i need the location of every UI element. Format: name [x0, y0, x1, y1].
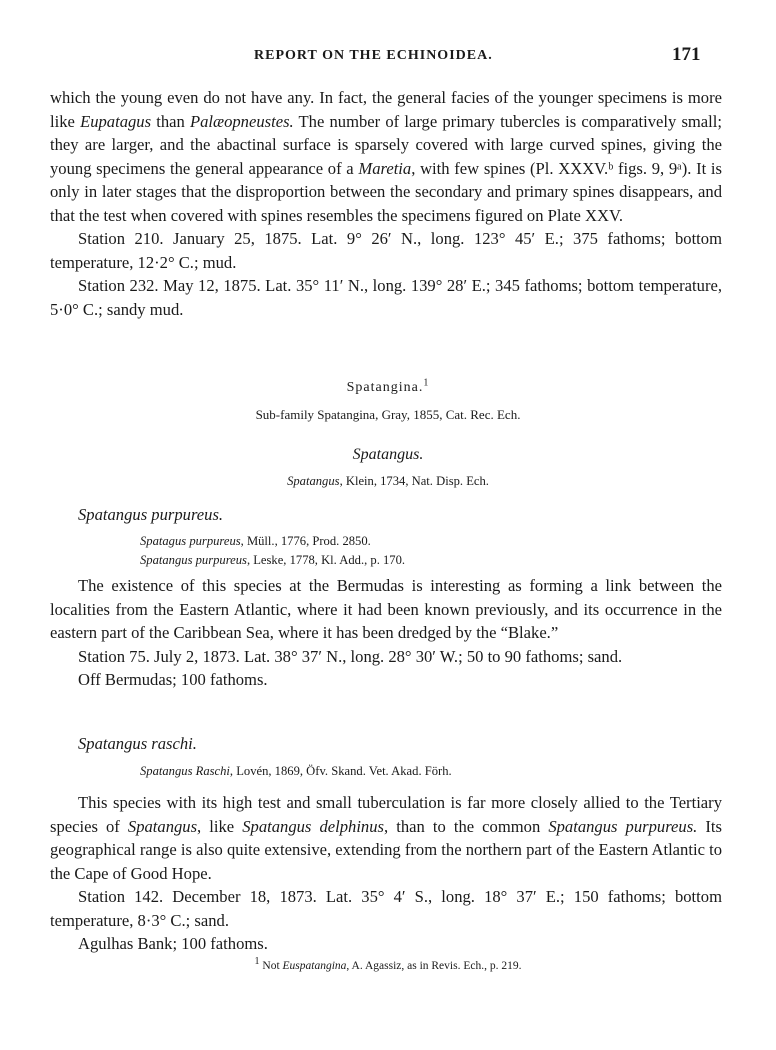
synonym-name: Spatangus purpureus: [140, 553, 247, 567]
intro-section: [50, 86, 722, 321]
page-header: [0, 44, 776, 68]
italic-term: Maretia: [358, 158, 412, 178]
raschi-section: [50, 791, 722, 956]
italic-term: Palæopneustes.: [189, 111, 294, 131]
synonym-entry: [140, 532, 405, 551]
genus-reference-rest: , Klein, 1734, Nat. Disp. Ech.: [339, 474, 489, 488]
station-210: Station 210. January 25, 1875. Lat. 9° 26′ N., long. 123° 45′ E.; 375 fathoms; bottom temperature, 12·2° C.; mud.: [50, 229, 722, 272]
synonym-citation: , Müll., 1776, Prod. 2850.: [240, 534, 371, 548]
genus-heading: Spatangus.: [352, 446, 424, 463]
station-232: Station 232. May 12, 1875. Lat. 35° 11′ N., long. 139° 28′ E.; 345 fathoms; bottom temperature, 5·0° C.; sandy mud.: [50, 276, 722, 319]
italic-term: Eupatagus: [80, 111, 152, 131]
species-heading: Spatangus purpureus.: [78, 505, 224, 524]
locality-agulhas: Agulhas Bank; 100 fathoms.: [78, 934, 268, 953]
synonym-entry: [140, 762, 452, 781]
station-142: Station 142. December 18, 1873. Lat. 35° 4′ S., long. 18° 37′ E.; 150 fathoms; bottom temperature, 8·3° C.; sand.: [50, 887, 722, 930]
italic-term: Spatangus delphinus: [242, 816, 384, 836]
genus-reference: [0, 474, 776, 489]
italic-term: Spatangus: [127, 816, 198, 836]
purpureus-section: [50, 574, 722, 692]
species-heading: Spatangus raschi.: [78, 734, 197, 753]
genus-reference-name: Spatangus: [287, 474, 340, 488]
synonym-name: Spatangus Raschi: [140, 764, 230, 778]
page-number: 171: [672, 44, 701, 65]
footnote-rest: , A. Agassiz, as in Revis. Ech., p. 219.: [346, 960, 522, 972]
synonym-list: [140, 532, 405, 570]
footnote: [0, 956, 776, 972]
synonym-entry: [140, 551, 405, 570]
family-heading: [0, 377, 776, 396]
italic-term: Spatangus purpureus.: [548, 816, 698, 836]
synonym-name: Spatagus purpureus: [140, 534, 241, 548]
intro-paragraph: which the young even do not have any. In fact, the general facies of the younger specimens is more like Eupatagus than Palæopneustes. The number of large primary tubercles is comparatively small; they are larger, and the abactinal surface is sparsely covered with large curved spines, giving the young specimens the general appearance of a Maretia, with few spines (Pl. XXXV.ᵇ figs. 9, 9ᵃ). It is only in later stages that the disproportion between the secondary and primary spines disappears, and that the test when covered with spines resembles the specimens figured on Plate XXV.: [50, 88, 723, 225]
footnote-reference: 1: [423, 377, 430, 389]
purpureus-paragraph: The existence of this species at the Bermudas is interesting as forming a link between the localities from the Eastern Atlantic, where it had been known previously, and its occurrence in the eastern part of the Caribbean Sea, where it has been dredged by the “Blake.”: [50, 576, 722, 642]
raschi-paragraph: This species with its high test and small tuberculation is far more closely allied to the Tertiary species of Spatangus, like Spatangus delphinus, than to the common Spatangus purpureus. Its geographical range is also quite extensive, extending from the northern part of the Eastern Atlantic to the Cape of Good Hope.: [50, 793, 722, 883]
synonym-citation: , Lovén, 1869, Öfv. Skand. Vet. Akad. Förh.: [229, 764, 452, 778]
subfamily-line: Sub-family Spatangina, Gray, 1855, Cat. Rec. Ech.: [255, 407, 521, 422]
footnote-prefix: Not: [259, 960, 283, 972]
locality-bermudas: Off Bermudas; 100 fathoms.: [78, 670, 268, 689]
family-title: Spatangina.: [346, 380, 424, 395]
synonym-list: [140, 762, 452, 781]
running-title: REPORT ON THE ECHINOIDEA.: [254, 48, 493, 63]
station-75: Station 75. July 2, 1873. Lat. 38° 37′ N., long. 28° 30′ W.; 50 to 90 fathoms; sand.: [78, 646, 623, 666]
footnote-mark: 1: [254, 956, 260, 968]
footnote-name: Euspatangina: [282, 960, 347, 972]
synonym-citation: , Leske, 1778, Kl. Add., p. 170.: [246, 553, 406, 567]
